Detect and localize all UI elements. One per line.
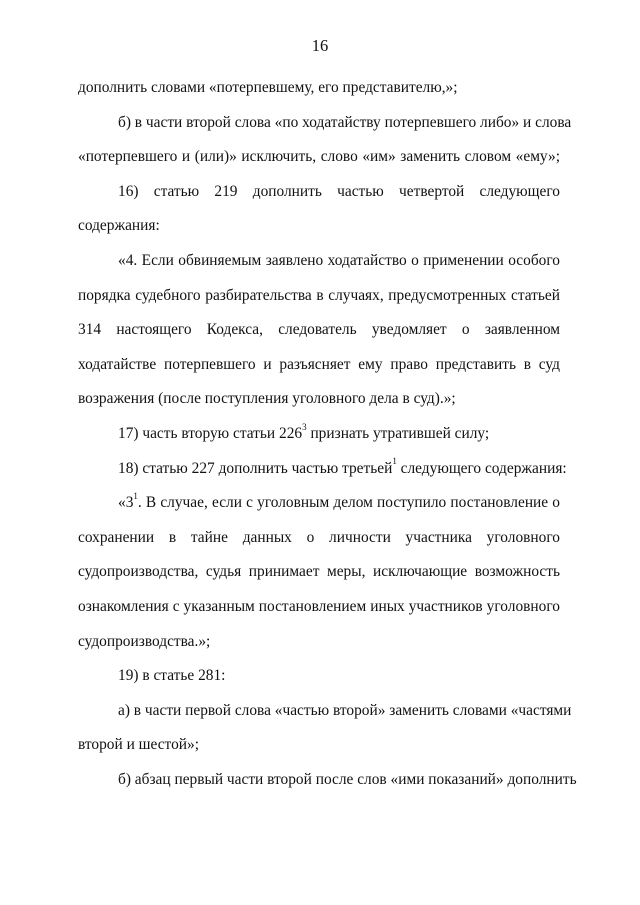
text-segment: а) в части первой слова «частью второй» заменить словами «частями — [118, 701, 572, 719]
text-segment: 18) статью 227 дополнить частью третьей — [118, 459, 393, 477]
text-line — [78, 417, 560, 452]
text-segment: . В случае, если с уголовным делом поступило постановление о — [137, 494, 560, 512]
text-line — [78, 175, 560, 210]
text-line — [78, 106, 572, 141]
text-segment: содержания: — [78, 217, 160, 235]
text-line — [78, 244, 560, 279]
text-segment: «4. Если обвиняемым заявлено ходатайство о применении особого — [118, 251, 560, 269]
text-line — [78, 763, 577, 798]
text-line — [78, 348, 560, 383]
text-segment: б) абзац первый части второй после слов «ими показаний» дополнить — [118, 770, 577, 788]
text-line — [78, 382, 560, 417]
text-segment: «3 — [118, 494, 134, 512]
text-line — [78, 140, 560, 175]
text-segment: 19) в статье 281: — [118, 667, 226, 685]
text-segment: 314 настоящего Кодекса, следователь уведомляет о заявленном — [78, 321, 560, 339]
superscript: 1 — [392, 456, 397, 467]
text-line — [78, 452, 567, 487]
text-line — [78, 279, 560, 314]
text-segment: дополнить словами «потерпевшему, его представителю,»; — [78, 79, 458, 96]
page-number: 16 — [311, 36, 329, 55]
superscript: 3 — [302, 421, 307, 432]
text-line — [78, 313, 560, 348]
text-line — [78, 71, 560, 106]
text-segment: судопроизводства.»; — [78, 632, 211, 650]
text-line — [78, 625, 560, 660]
text-segment: следующего содержания: — [396, 459, 567, 477]
text-segment: сохранении в тайне данных о личности участника уголовного — [78, 528, 560, 546]
text-line — [78, 486, 560, 521]
text-line — [78, 209, 560, 244]
text-segment: признать утратившей силу; — [306, 424, 490, 442]
text-segment: судопроизводства, судья принимает меры, исключающие возможность — [78, 563, 560, 581]
text-segment: второй и шестой»; — [78, 736, 199, 754]
text-segment: 16) статью 219 дополнить частью четвертой следующего — [118, 182, 560, 200]
text-segment: б) в части второй слова «по ходатайству потерпевшего либо» и слова — [118, 113, 572, 131]
text-segment: порядка судебного разбирательства в случаях, предусмотренных статьей — [78, 286, 560, 304]
text-line — [78, 659, 560, 694]
text-segment: возражения (после поступления уголовного дела в суд).»; — [78, 390, 456, 408]
superscript: 1 — [133, 491, 138, 501]
text-line — [78, 694, 572, 729]
text-line — [78, 555, 560, 590]
text-line — [78, 521, 560, 556]
text-segment: ходатайстве потерпевшего и разъясняет ему право представить в суд — [78, 355, 560, 373]
document-body — [78, 71, 577, 797]
text-line — [78, 728, 560, 763]
text-segment: «потерпевшего и (или)» исключить, слово «им» заменить словом «ему»; — [78, 148, 560, 166]
text-line — [78, 590, 560, 625]
text-segment: ознакомления с указанным постановлением иных участников уголовного — [78, 597, 560, 615]
text-segment: 17) часть вторую статьи 226 — [118, 424, 303, 442]
